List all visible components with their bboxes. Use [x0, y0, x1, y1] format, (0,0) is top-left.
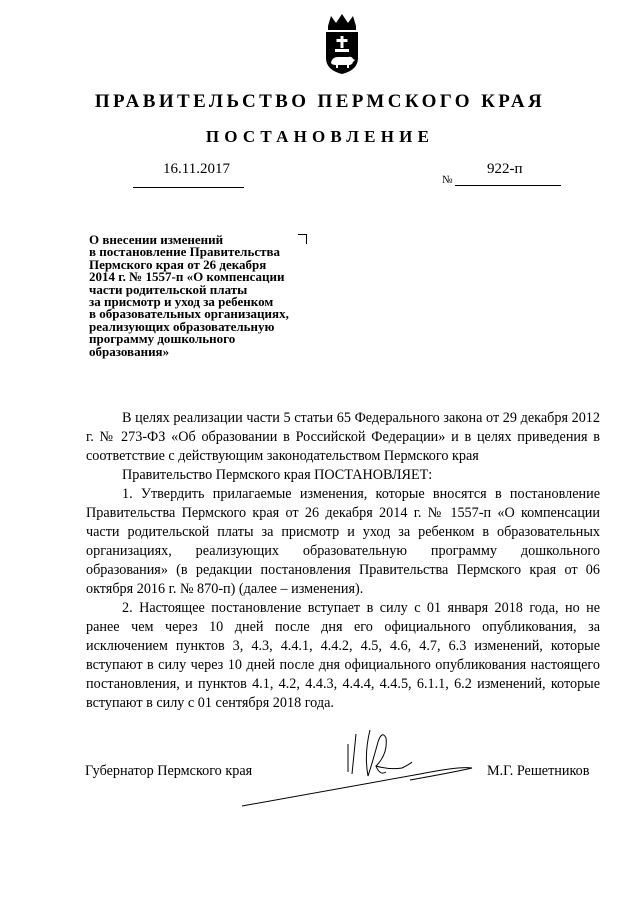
body-paragraph-item-1: 1. Утвердить прилагаемые изменения, которые вносятся в постановление Правительства Пермского края от 26 декабря 2014 г. № 1557-п «О компенсации части родительской платы за присмотр и уход за ребенком в образовательных организациях, реализующих образовательную программу дошкольного образования» (в редакции постановления Правительства Пермского края от 06 октября 2016 г. № 870-п) (далее – изменения). [86, 486, 600, 597]
document-date: 16.11.2017 [163, 161, 230, 177]
subject-line: О внесении изменений [89, 232, 224, 247]
subject-line: Пермского края от 26 декабря [89, 256, 267, 272]
subject-line: части родительской платы [89, 281, 248, 297]
document-subject [89, 234, 334, 358]
subject-line: 2014 г. № 1557-п «О компенсации [89, 269, 285, 285]
subject-corner-mark [298, 234, 307, 244]
body-paragraph-preamble: В целях реализации части 5 статьи 65 Федерального закона от 29 декабря 2012 г. № 273-ФЗ «Об образовании в Российской Федерации» и в целях приведения в соответствие с действующим законодательством Пермского края [86, 410, 600, 464]
subject-line: программу дошкольного [89, 331, 236, 347]
date-underline [133, 187, 244, 188]
signatory-name: М.Г. Решетников [487, 763, 590, 779]
document-body [86, 409, 600, 713]
number-sign: № [442, 174, 453, 186]
government-title: ПРАВИТЕЛЬСТВО ПЕРМСКОГО КРАЯ [94, 91, 546, 112]
body-paragraph-resolves: Правительство Пермского края ПОСТАНОВЛЯЕТ: [122, 467, 433, 483]
signatory-title: Губернатор Пермского края [85, 763, 253, 779]
subject-line: за присмотр и уход за ребенком [89, 294, 274, 310]
subject-line: в образовательных организациях, [89, 306, 289, 322]
document-type: ПОСТАНОВЛЕНИЕ [205, 127, 435, 146]
subject-line: в постановление Правительства [89, 244, 281, 260]
document-number: 922-п [487, 161, 523, 177]
perm-coat-of-arms-icon [322, 12, 362, 76]
number-underline [455, 185, 561, 186]
subject-line: образования» [89, 343, 170, 359]
subject-line: реализующих образовательную [89, 318, 275, 334]
handwritten-signature [240, 724, 490, 814]
body-paragraph-item-2: 2. Настоящее постановление вступает в силу с 01 января 2018 года, но не ранее чем через 10 дней после дня его официального опубликования, за исключением пунктов 3, 4.3, 4.4.1, 4.4.2, 4.5, 4.6, 4.7, 6.3 изменений, которые вступают в силу через 10 дней после дня официального опубликования настоящего постановления, и пунктов 4.1, 4.2, 4.4.3, 4.4.4, 4.4.5, 6.1.1, 6.2 изменений, которые вступают в силу с 01 сентября 2018 года. [86, 600, 600, 711]
